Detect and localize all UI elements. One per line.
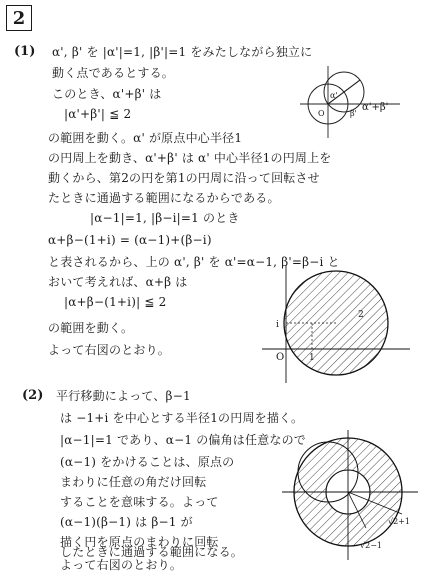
part1-line: と表されるから、上の α', β' を α'=α−1, β'=β−i と [48,255,340,269]
origin-label: O [318,109,325,118]
part1-line: 動く点であるとする。 [52,66,175,80]
part1-region-figure [262,265,410,383]
part2-line: 描く円を原点のまわりに回転 [60,535,219,549]
part2-line: |α−1|=1 であり、α−1 の偏角は任意なので [60,433,306,447]
part1-line: α+β−(1+i) = (α−1)+(β−i) [48,233,212,247]
one-label: 1 [309,353,315,363]
sum-label: α'+β' [362,102,389,113]
inner-radius-label: √2−1 [360,541,382,550]
part2-line: したときに通過する範囲になる。 [60,545,244,559]
part2-label: (2) [22,388,44,403]
part2-line: よって右図のとおり。 [60,558,183,572]
part1-line: の範囲を動く。α' が原点中心半径1 [48,131,243,145]
part2-line: は −1+i を中心とする半径1の円周を描く。 [60,411,304,425]
part2-line: (α−1)(β−1) は β−1 が [60,515,193,529]
part1-line: このとき、α'+β' は [52,87,162,101]
origin-label: O [276,352,285,363]
alpha-label: α' [330,91,338,100]
part1-small-figure [300,66,410,142]
outer-radius-label: √2+1 [388,517,410,526]
part1-line: たときに通過する範囲になるからである。 [48,191,280,205]
part2-line: することを意味する。よって [60,495,219,509]
part2-line: まわりに任意の角だけ回転 [60,475,207,489]
part1-line: |α−1|=1, |β−i|=1 のとき [90,211,240,225]
part1-line: α', β' を |α'|=1, |β'|=1 をみたしながら独立に [52,45,313,59]
part1-line: の範囲を動く。 [48,321,134,335]
part1-line: |α+β−(1+i)| ≦ 2 [64,295,167,309]
part2-line: (α−1) をかけることは、原点の [60,455,235,469]
part1-label: (1) [14,44,36,59]
part1-line: の円周上を動き、α'+β' は α' 中心半径1の円周上を [48,151,332,165]
part1-line: 動くから、第2の円を第1の円周に沿って回転させ [48,171,320,185]
part1-line: よって右図のとおり。 [48,343,171,357]
part2-line: 平行移動によって、β−1 [56,389,191,403]
radius-label: 2 [358,310,364,320]
beta-label: β' [350,109,357,118]
problem-number-box [6,5,32,31]
part1-line: |α'+β'| ≦ 2 [64,107,132,121]
part2-region-figure [282,430,418,560]
problem-number: 2 [12,7,26,29]
i-label: i [276,320,279,330]
part1-line: おいて考えれば、α+β は [48,275,188,289]
